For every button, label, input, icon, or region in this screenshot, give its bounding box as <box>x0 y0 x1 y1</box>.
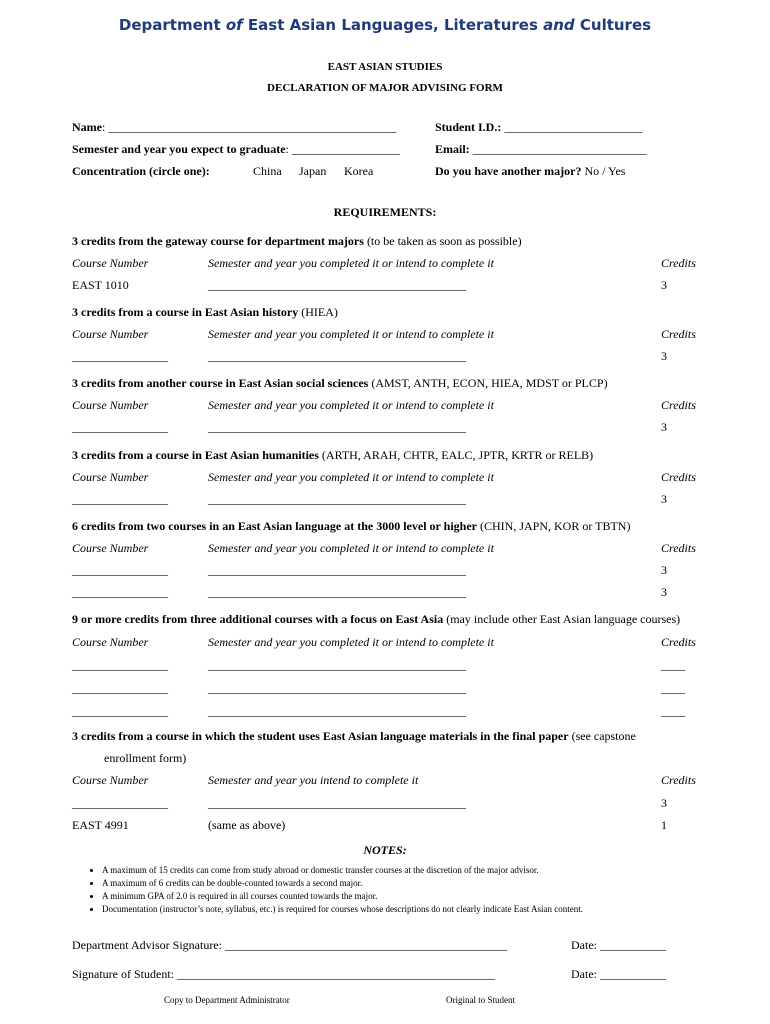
credits-value: 3 <box>661 585 667 599</box>
notes-heading: NOTES: <box>363 843 407 857</box>
section-heading-gateway <box>72 234 522 249</box>
another-major-label: Do you have another major? <box>435 164 582 178</box>
note-item: • A maximum of 15 credits can come from study abroad or domestic transfer courses at the discretion of the major advisor. <box>102 864 583 877</box>
semester-blank[interactable]: ___________________________________________ <box>208 704 466 718</box>
note-item: • Documentation (instructor’s note, syllabus, etc.) is required for courses whose descriptions do not clearly indicate East Asian content. <box>102 903 583 916</box>
column-semester: Semester and year you completed it or intend to complete it <box>208 398 494 412</box>
column-course-number: Course Number <box>72 470 149 484</box>
title-part: Cultures <box>574 16 652 34</box>
section-heading-bold: 3 credits from the gateway course for department majors <box>72 234 364 248</box>
credits-blank[interactable]: ____ <box>661 704 685 718</box>
semester-value: (same as above) <box>208 818 286 832</box>
section-heading-note: (AMST, ANTH, ECON, HIEA, MDST or PLCP) <box>368 376 608 390</box>
concentration-option-japan[interactable]: Japan <box>299 164 327 178</box>
graduation-label: Semester and year you expect to graduate <box>72 142 286 156</box>
credits-value: 3 <box>661 796 667 810</box>
section-heading-history <box>72 305 338 320</box>
column-course-number: Course Number <box>72 635 149 649</box>
note-item: • A maximum of 6 credits can be double-counted towards a second major. <box>102 877 583 890</box>
column-course-number: Course Number <box>72 327 149 341</box>
course-blank[interactable]: ________________ <box>72 420 168 434</box>
section-heading-bold: 3 credits from a course in which the student uses East Asian language materials in the final paper <box>72 729 569 743</box>
semester-blank[interactable]: ___________________________________________ <box>208 796 466 810</box>
section-heading-note: (CHIN, JAPN, KOR or TBTN) <box>477 519 631 533</box>
section-heading-note: (may include other East Asian language courses) <box>443 612 681 626</box>
semester-blank[interactable]: ___________________________________________ <box>208 658 466 672</box>
section-heading-bold: 3 credits from a course in East Asian humanities <box>72 448 319 462</box>
semester-blank[interactable]: ___________________________________________ <box>208 492 466 506</box>
section-heading-social-sciences <box>72 376 608 391</box>
student-signature-line: _____________________________________________________ <box>174 967 495 981</box>
note-item: • A minimum GPA of 2.0 is required in all courses counted towards the major. <box>102 890 583 903</box>
section-heading-language <box>72 519 630 534</box>
concentration-option-korea[interactable]: Korea <box>344 164 374 178</box>
credits-value: 1 <box>661 818 667 832</box>
semester-blank[interactable]: ___________________________________________ <box>208 278 466 292</box>
credits-blank[interactable]: ____ <box>661 681 685 695</box>
title-part: East Asian Languages, Literatures <box>242 16 544 34</box>
student-date-field[interactable]: Date: ___________ <box>571 967 666 981</box>
footer-copy-right: Original to Student <box>446 995 515 1005</box>
column-course-number: Course Number <box>72 541 149 555</box>
advisor-signature-field[interactable] <box>72 938 507 953</box>
name-line: : ________________________________________________ <box>102 120 397 134</box>
column-semester: Semester and year you completed it or intend to complete it <box>208 541 494 555</box>
column-credits: Credits <box>661 327 696 341</box>
semester-blank[interactable]: ___________________________________________ <box>208 681 466 695</box>
title-part: of <box>225 16 243 34</box>
form-subtitle: DECLARATION OF MAJOR ADVISING FORM <box>267 82 503 94</box>
semester-blank[interactable]: ___________________________________________ <box>208 563 466 577</box>
section-heading-capstone-cont: enrollment form) <box>104 751 187 765</box>
credits-value: 3 <box>661 492 667 506</box>
section-heading-note: (ARTH, ARAH, CHTR, EALC, JPTR, KRTR or RELB) <box>318 448 594 462</box>
section-heading-capstone <box>72 729 636 744</box>
student-id-label: Student I.D.: <box>435 120 502 134</box>
course-blank[interactable]: ________________ <box>72 796 168 810</box>
concentration-option-china[interactable]: China <box>253 164 282 178</box>
column-credits: Credits <box>661 256 696 270</box>
section-heading-note: (HIEA) <box>298 305 338 319</box>
advisor-signature-line: _______________________________________________ <box>221 938 507 952</box>
section-heading-note: (to be taken as soon as possible) <box>363 234 522 248</box>
column-semester: Semester and year you completed it or intend to complete it <box>208 470 494 484</box>
advisor-signature-label: Department Advisor Signature: <box>72 938 222 952</box>
column-semester: Semester and year you completed it or intend to complete it <box>208 635 494 649</box>
semester-blank[interactable]: ___________________________________________ <box>208 349 466 363</box>
column-semester: Semester and year you completed it or intend to complete it <box>208 256 494 270</box>
concentration-label: Concentration (circle one): <box>72 164 210 178</box>
credits-value: 3 <box>661 278 667 292</box>
course-blank[interactable]: ________________ <box>72 704 168 718</box>
course-blank[interactable]: ________________ <box>72 658 168 672</box>
course-blank[interactable]: ________________ <box>72 349 168 363</box>
notes-list <box>72 864 583 916</box>
another-major-options[interactable]: No / Yes <box>584 164 626 178</box>
form-subtitle-program: EAST ASIAN STUDIES <box>327 61 443 73</box>
name-field[interactable] <box>72 120 396 135</box>
email-line: _____________________________ <box>469 142 647 156</box>
semester-blank[interactable]: ___________________________________________ <box>208 420 466 434</box>
credits-blank[interactable]: ____ <box>661 658 685 672</box>
column-credits: Credits <box>661 773 696 787</box>
title-part: Department <box>118 16 226 34</box>
column-semester: Semester and year you completed it or intend to complete it <box>208 327 494 341</box>
email-label: Email: <box>435 142 470 156</box>
section-heading-humanities <box>72 448 593 463</box>
graduation-line: : __________________ <box>285 142 400 156</box>
credits-value: 3 <box>661 563 667 577</box>
column-course-number: Course Number <box>72 773 149 787</box>
credits-value: 3 <box>661 420 667 434</box>
column-course-number: Course Number <box>72 398 149 412</box>
student-id-field[interactable] <box>435 120 642 135</box>
section-heading-bold: 6 credits from two courses in an East Asian language at the 3000 level or higher <box>72 519 477 533</box>
credits-value: 3 <box>661 349 667 363</box>
student-id-line: _______________________ <box>501 120 643 134</box>
section-heading-bold: 3 credits from another course in East Asian social sciences <box>72 376 369 390</box>
title-part: and <box>543 16 575 34</box>
advisor-date-field[interactable]: Date: ___________ <box>571 938 666 952</box>
column-credits: Credits <box>661 398 696 412</box>
footer-copy-left: Copy to Department Administrator <box>164 995 290 1005</box>
section-heading-additional <box>72 612 680 627</box>
course-blank[interactable]: ________________ <box>72 681 168 695</box>
section-heading-bold: 3 credits from a course in East Asian history <box>72 305 299 319</box>
page-title <box>0 16 770 34</box>
course-blank[interactable]: ________________ <box>72 563 168 577</box>
column-course-number: Course Number <box>72 256 149 270</box>
column-credits: Credits <box>661 635 696 649</box>
column-semester: Semester and year you intend to complete it <box>208 773 419 787</box>
course-blank[interactable]: ________________ <box>72 585 168 599</box>
course-value: EAST 4991 <box>72 818 129 832</box>
email-field[interactable] <box>435 142 647 157</box>
another-major-field[interactable] <box>435 164 625 179</box>
column-credits: Credits <box>661 541 696 555</box>
graduation-semester-field[interactable] <box>72 142 400 157</box>
course-value: EAST 1010 <box>72 278 129 292</box>
semester-blank[interactable]: ___________________________________________ <box>208 585 466 599</box>
name-label: Name <box>72 120 102 134</box>
student-signature-field[interactable] <box>72 967 495 982</box>
section-heading-note: (see capstone <box>568 729 636 743</box>
section-heading-bold: 9 or more credits from three additional courses with a focus on East Asia <box>72 612 444 626</box>
requirements-heading: REQUIREMENTS: <box>333 205 437 219</box>
student-signature-label: Signature of Student: <box>72 967 174 981</box>
column-credits: Credits <box>661 470 696 484</box>
course-blank[interactable]: ________________ <box>72 492 168 506</box>
